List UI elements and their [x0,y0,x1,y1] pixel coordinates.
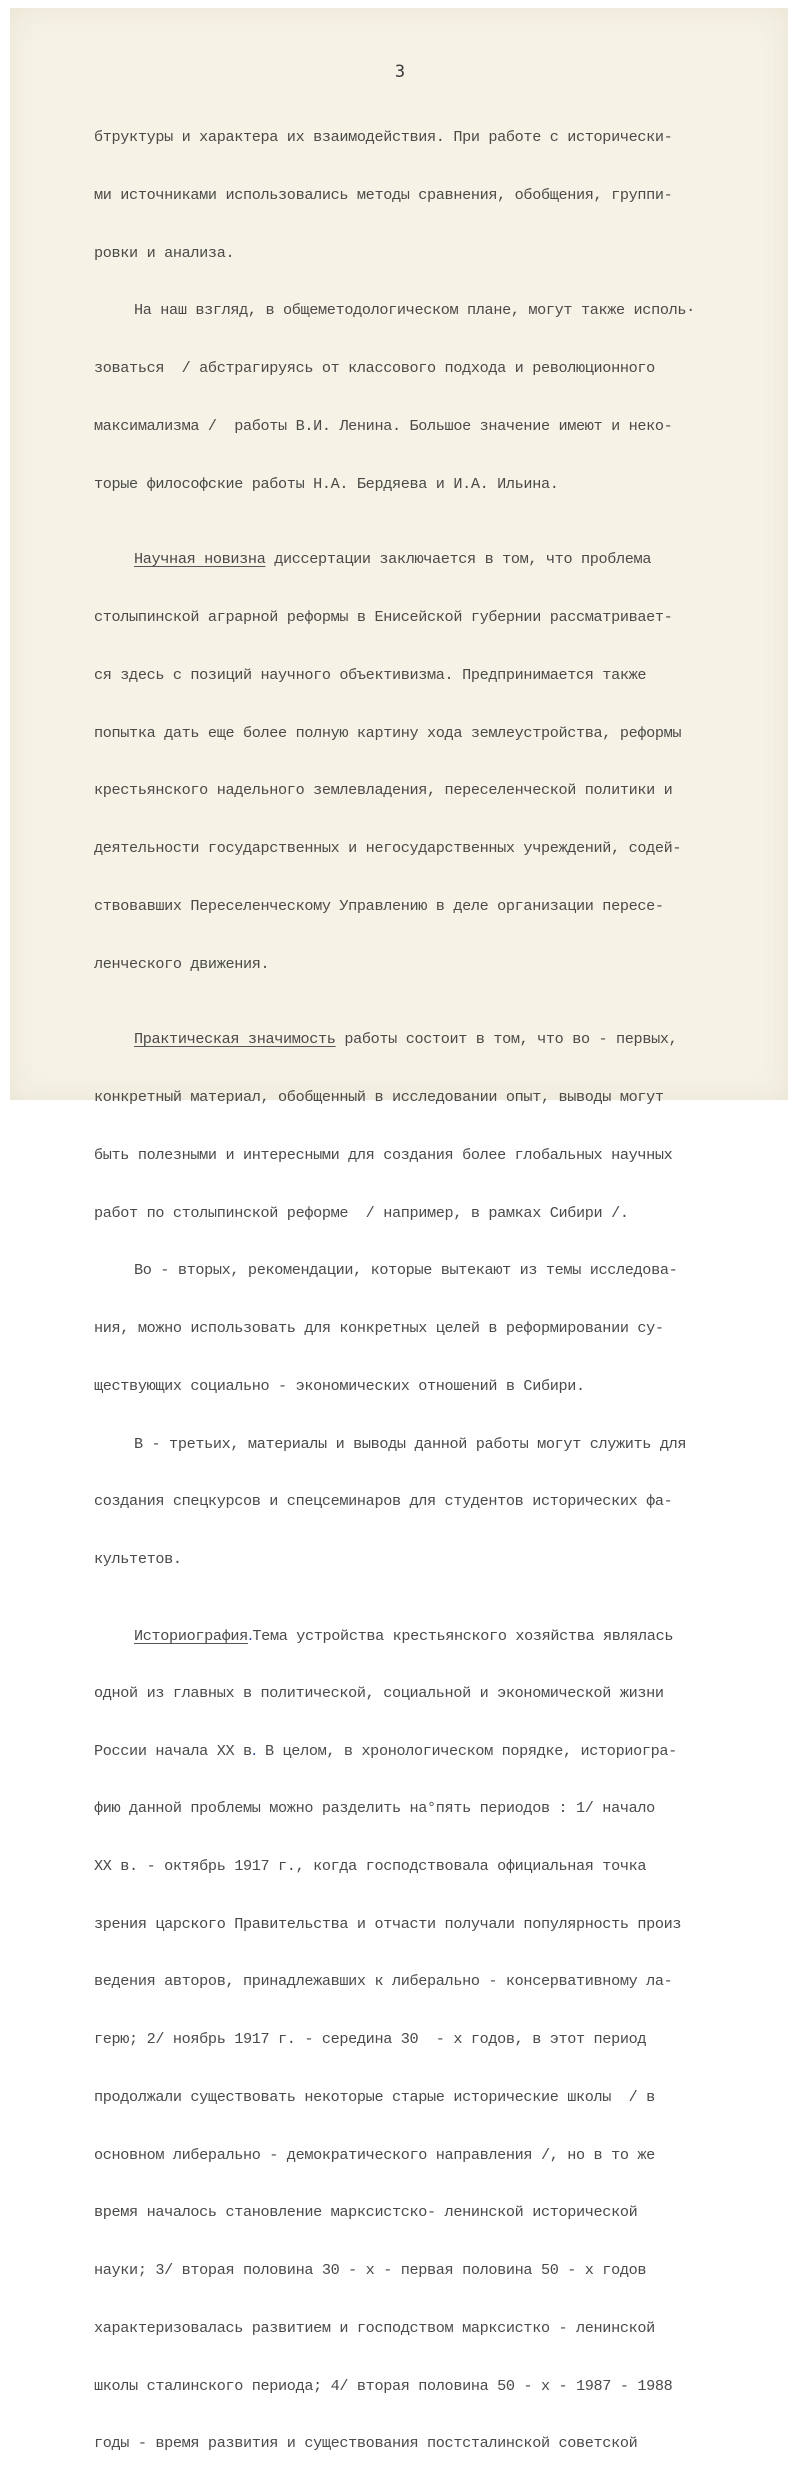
page-number: 3 [394,62,406,82]
text-line: ведения авторов, принадлежавших к либерально - консервативному ла- [94,1972,673,1991]
document-body [94,91,734,2473]
text-line: время началось становление марксистско- ленинской исторической [94,2203,638,2222]
text-line: попытка дать еще более полную картину хода землеустройства, реформы [94,723,682,742]
text-line: ствовавших Переселенческому Управлению в деле организации пересе- [94,896,664,915]
section-heading-significance: Практическая значимость [134,1030,336,1049]
text-fragment: России начала XX в [94,1742,252,1761]
section-heading-historiography: Историография [134,1626,248,1645]
text-line: столыпинской аграрной реформы в Енисейской губернии рассматривает- [94,608,673,626]
paragraph-start-line [94,549,734,571]
text-line: герю; 2/ ноябрь 1917 г. - середина 30 - х годов, в этот период [94,2030,647,2048]
text-line: характеризовалась развитием и господством марксистко - ленинской [94,2318,655,2337]
section-heading-novelty: Научная новизна [134,550,266,569]
paragraph-start-line [94,1625,734,1647]
text-line: создания спецкурсов и спецсеминаров для студентов исторических фа- [94,1492,673,1511]
text-line: ленческого движения. [94,954,270,973]
handwritten-period-mark: . [251,1741,257,1760]
text-line: торые философские работы Н.А. Бердяева и И.А. Ильина. [94,474,559,493]
text-line: конкретный материал, обобщенный в исследовании опыт, выводы могут [94,1088,664,1106]
paragraph-start-line [94,1029,734,1051]
text-line: деятельности государственных и негосударственных учреждений, содей- [94,839,682,857]
text-line: ся здесь с позиций научного объективизма. Предпринимается также [94,665,647,684]
paragraph-start-line: Во - вторых, рекомендации, которые вытекают из темы исследова- [134,1261,678,1280]
handwritten-period-mark: . [247,1625,253,1644]
text-line: науки; 3/ вторая половина 30 - х - первая половина 50 - х годов [94,2261,647,2279]
paragraph-start-line: В - третьих, материалы и выводы данной работы могут служить для [134,1434,687,1453]
text-fragment: Тема устройства крестьянского хозяйства являлась [252,1626,674,1645]
text-line: зрения царского Правительства и отчасти получали популярность произ [94,1914,682,1933]
text-line: фию данной проблемы можно разделить на°пять периодов : 1/ начало [94,1799,655,1817]
text-line: бтруктуры и характера их взаимодействия. При работе с исторически- [94,128,673,146]
text-line: культетов. [94,1550,182,1568]
text-line: школы сталинского периода; 4/ вторая половина 50 - х - 1987 - 1988 [94,2376,673,2395]
text-line: ществующих социально - экономических отношений в Сибири. [94,1376,585,1395]
text-line: XX в. - октябрь 1917 г., когда господствовала официальная точка [94,1856,647,1875]
text-line: продолжали существовать некоторые старые исторические школы / в [94,2087,655,2106]
text-line: зоваться / абстрагируясь от классового подхода и революционного [94,359,655,377]
text-line: основном либерально - демократического направления /, но в то же [94,2145,655,2164]
text-line: ми источниками использовались методы сравнения, обобщения, группи- [94,185,673,204]
text-fragment: диссертации заключается в том, что проблема [265,550,652,569]
text-fragment: В целом, в хронологическом порядке, историогра- [256,1742,677,1761]
text-line: максимализма / работы В.И. Ленина. Большое значение имеют и неко- [94,416,673,435]
text-line: ния, можно использовать для конкретных целей в реформировании су- [94,1319,664,1337]
text-line [94,1740,734,1762]
text-line: крестьянского надельного землевладения, переселенческой политики и [94,781,673,800]
text-line: быть полезными и интересными для создания более глобальных научных [94,1145,673,1164]
text-fragment: работы состоит в том, что во - первых, [335,1030,678,1049]
text-line: одной из главных в политической, социальной и экономической жизни [94,1683,664,1702]
text-line: работ по столыпинской реформе / например, в рамках Сибири /. [94,1203,629,1222]
text-line: годы - время развития и существования постсталинской советской [94,2434,638,2453]
text-line: ровки и анализа. [94,243,235,262]
paragraph-start-line: На наш взгляд, в общеметодологическом плане, могут также исполь· [134,301,695,320]
